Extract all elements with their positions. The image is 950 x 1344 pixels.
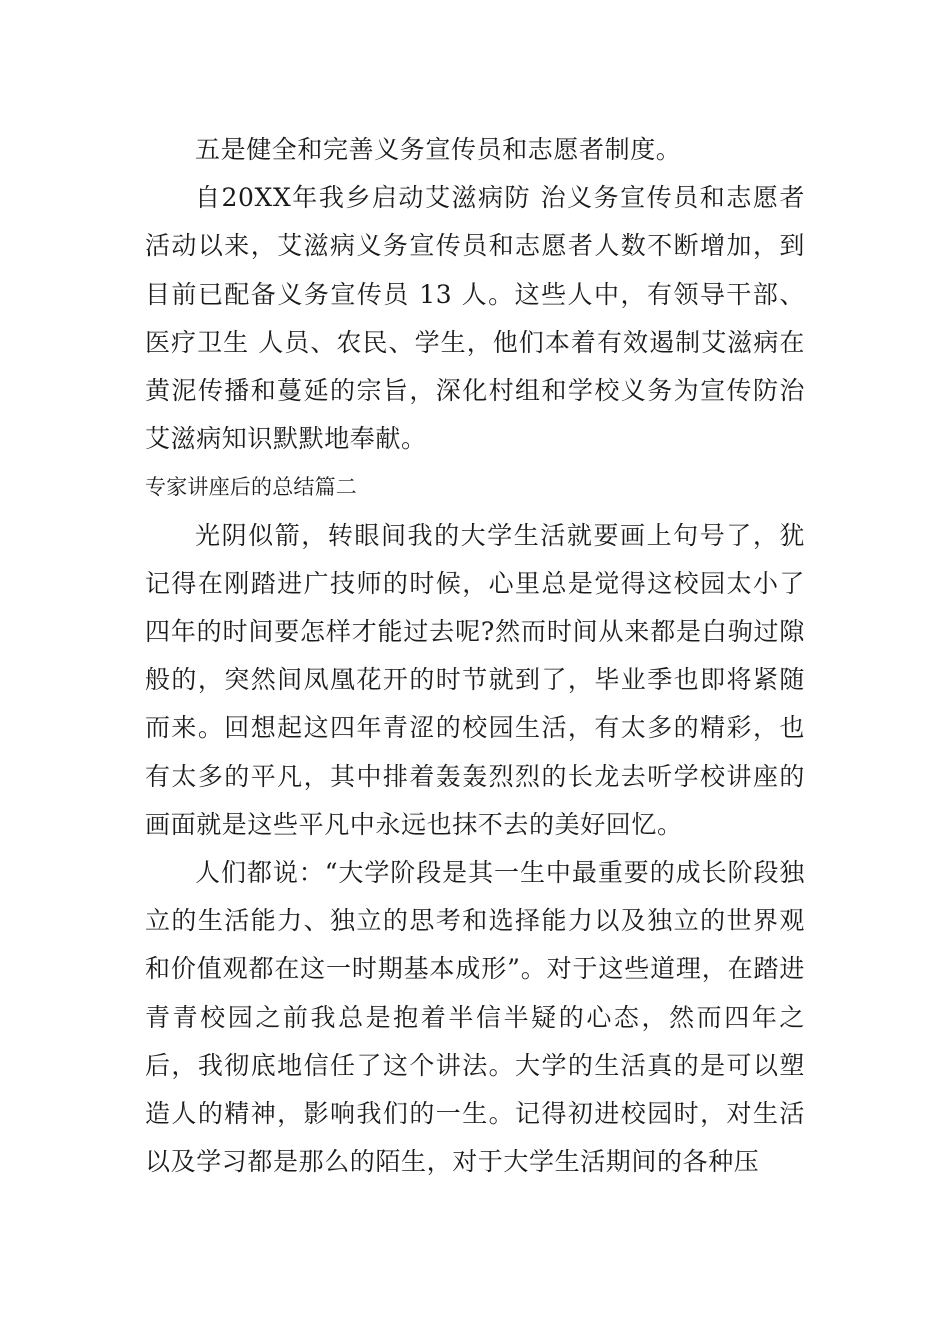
document-body (145, 126, 805, 1186)
paragraph-1: 五是健全和完善义务宣传员和志愿者制度。 (195, 135, 682, 164)
paragraph-4: 人们都说：“大学阶段是其一生中最重要的成长阶段独立的生活能力、独立的思考和选择能力以及独立的世界观和价值观都在这一时期基本成形”。对于这些道理，在踏进青青校园之前我总是抱着半信半疑的心态，然而四年之后，我彻底地信任了这个讲法。大学的生活真的是可以塑造人的精神，影响我们的一生。记得初进校园时，对生活以及学习都是那么的陌生，对于大学生活期间的各种压 (145, 858, 805, 1177)
paragraph-2: 自20XX年我乡启动艾滋病防 治义务宣传员和志愿者活动以来，艾滋病义务宣传员和志愿者人数不断增加，到目前已配备义务宣传员 13 人。这些人中，有领导干部、医疗卫生 人员、农民、学生，他们本着有效遏制艾滋病在黄泥传播和蔓延的宗旨，深化村组和学校义务为宣传防治艾滋病知识默默地奉献。 (145, 183, 805, 454)
section-title: 专家讲座后的总结篇二 (145, 475, 357, 500)
paragraph-3: 光阴似箭，转眼间我的大学生活就要画上句号了，犹记得在刚踏进广技师的时候，心里总是觉得这校园太小了四年的时间要怎样才能过去呢?然而时间从来都是白驹过隙般的，突然间凤凰花开的时节就到了，毕业季也即将紧随而来。回想起这四年青涩的校园生活，有太多的精彩，也有太多的平凡，其中排着轰轰烈烈的长龙去听学校讲座的画面就是这些平凡中永远也抹不去的美好回忆。 (145, 520, 805, 839)
